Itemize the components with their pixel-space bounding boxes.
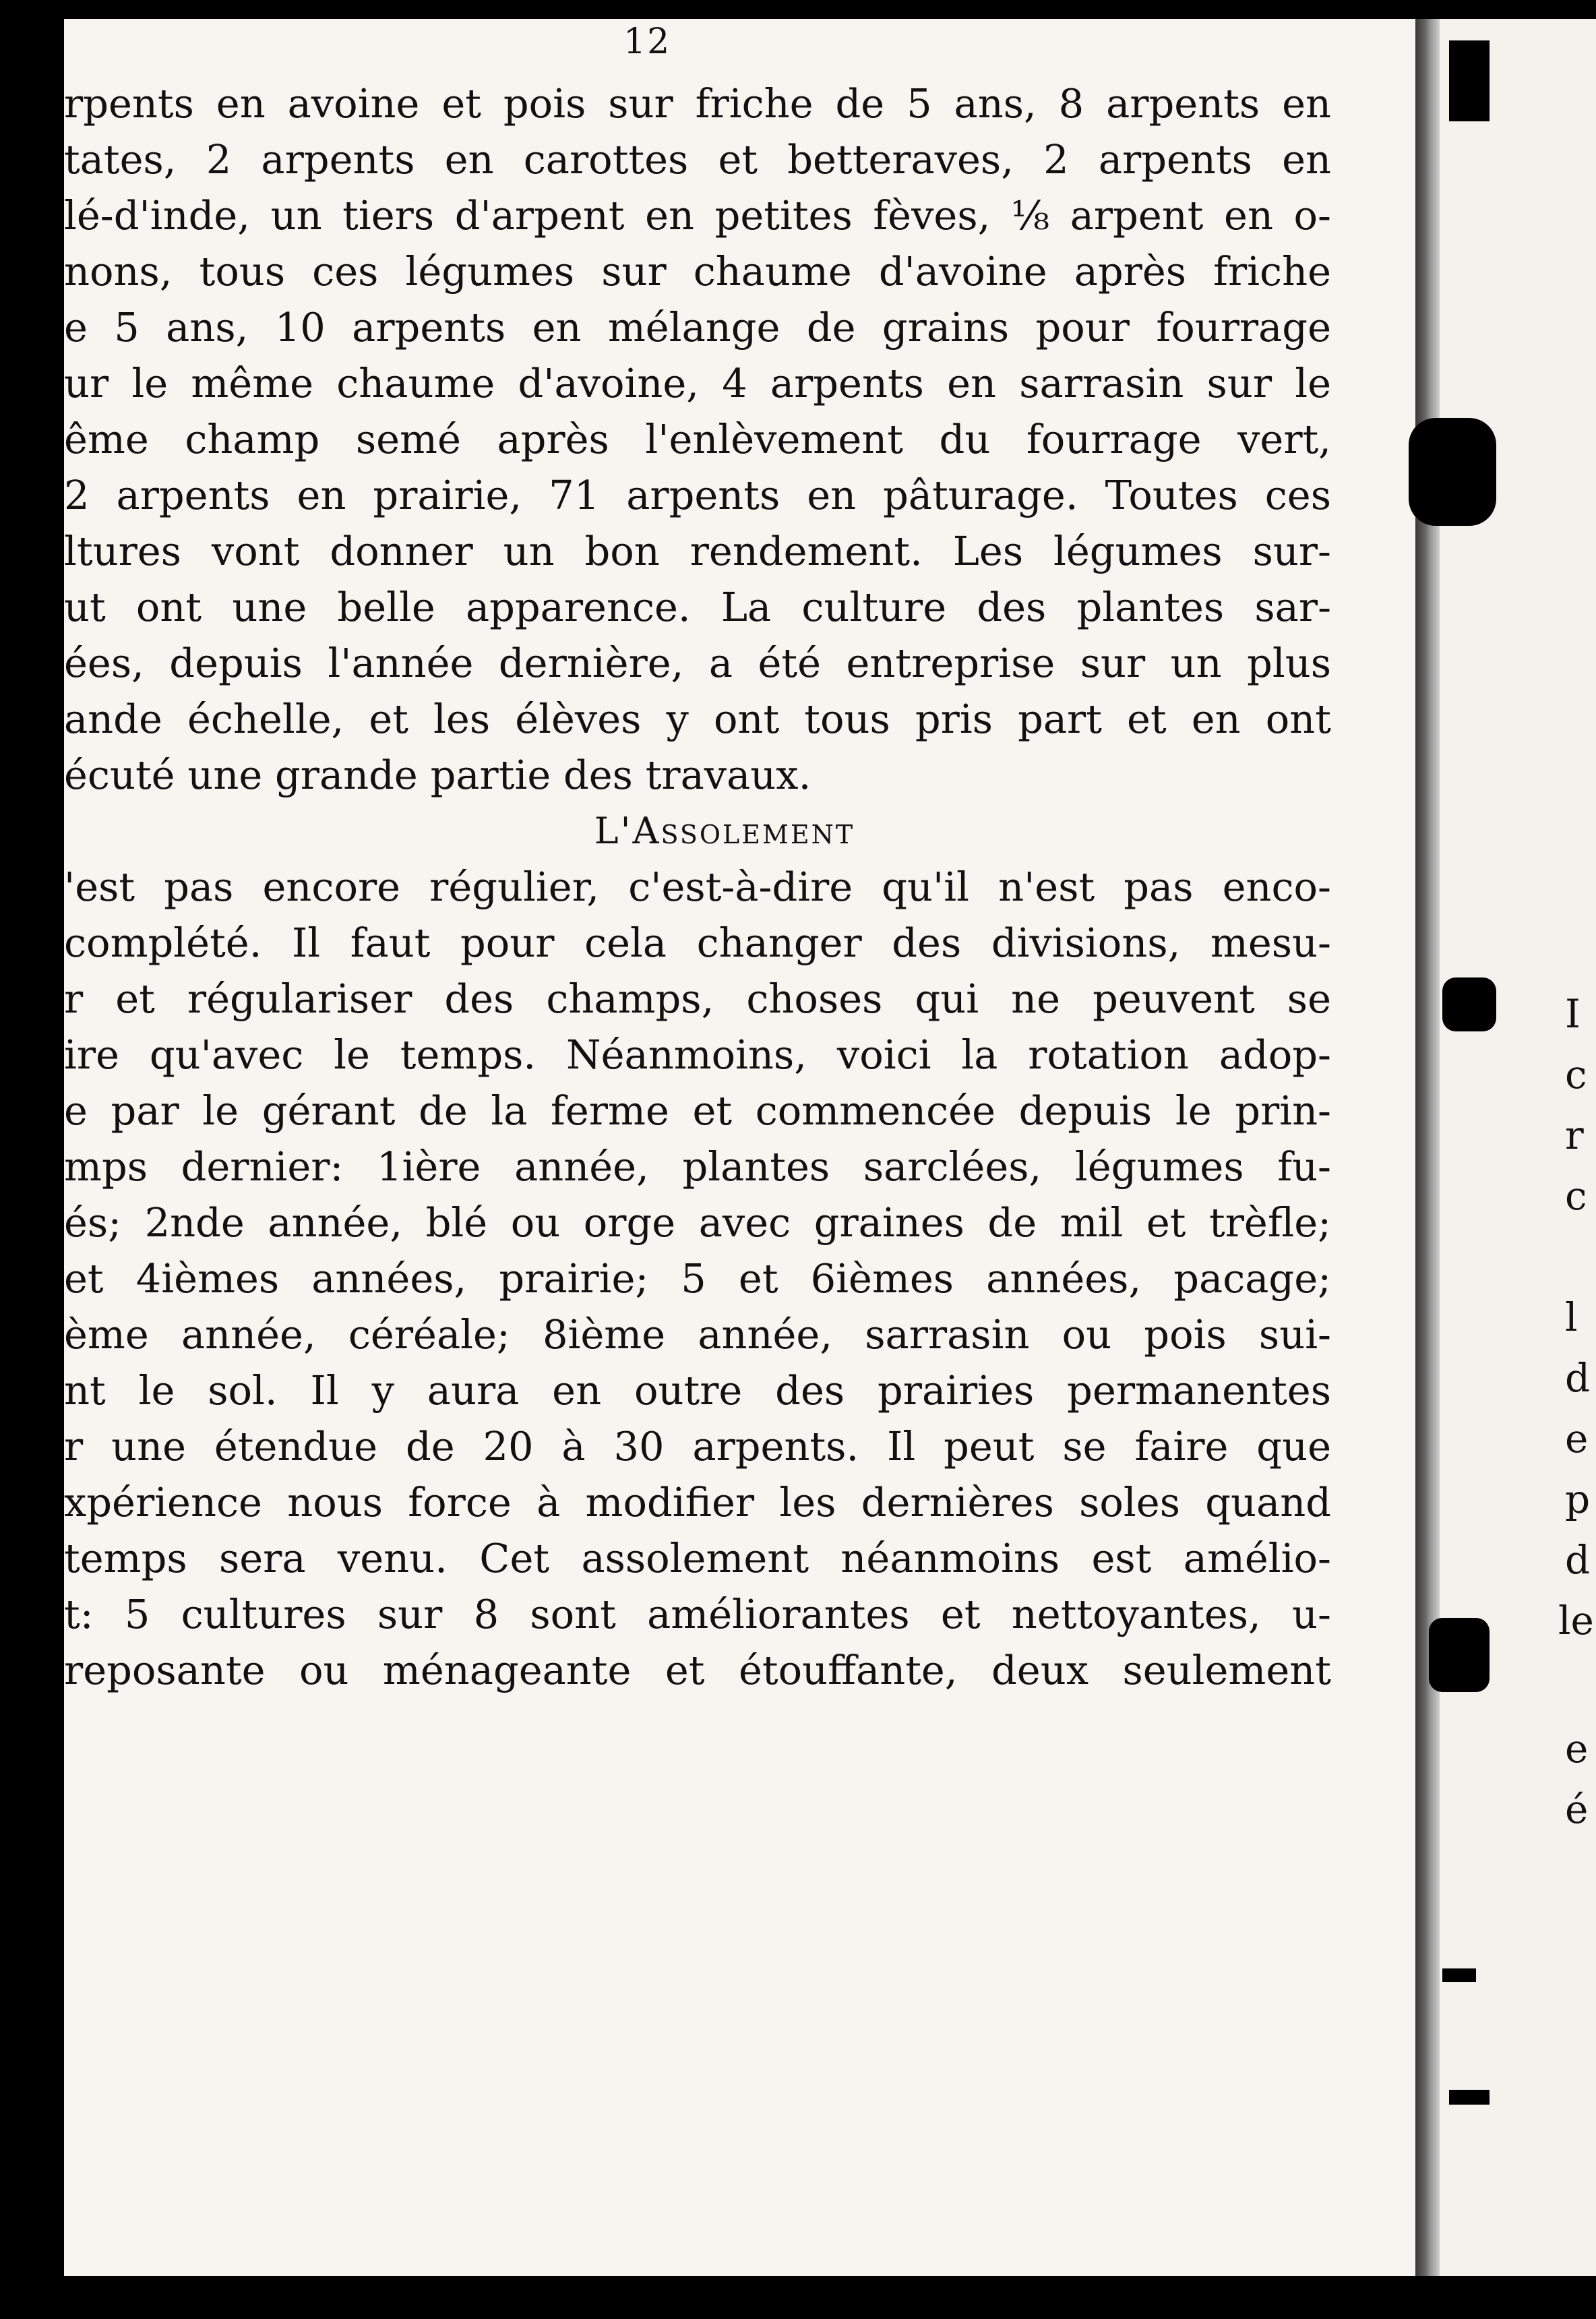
spine-stain <box>1442 1968 1476 1982</box>
text-line: e par le gérant de la ferme et commencée depuis le prin- <box>64 1087 1331 1134</box>
spine-stain <box>1409 418 1496 526</box>
text-line: e 5 ans, 10 arpents en mélange de grains pour fourrage <box>64 304 1331 351</box>
book-gutter <box>1415 19 1440 2276</box>
body-text <box>64 76 1331 1698</box>
text-line: r et régulariser des champs, choses qui ne peuvent se <box>64 975 1331 1022</box>
text-line: écuté une grande partie des travaux. <box>64 752 811 798</box>
spine-stain <box>1449 2090 1490 2105</box>
right-page-glyph: c <box>1565 1052 1587 1097</box>
spine-stain <box>1449 40 1490 121</box>
text-line: xpérience nous force à modifier les dernières soles quand <box>64 1479 1331 1526</box>
right-page-glyph: l <box>1565 1294 1578 1340</box>
text-line: nt le sol. Il y aura en outre des prairies permanentes <box>64 1367 1331 1414</box>
right-page-glyph: é <box>1565 1786 1589 1832</box>
left-page <box>64 19 1428 2276</box>
right-page-glyph: p <box>1565 1476 1591 1522</box>
spine-stain <box>1442 977 1496 1031</box>
text-line: ande échelle, et les élèves y ont tous pris part et en ont <box>64 696 1331 742</box>
text-line: ut ont une belle apparence. La culture des plantes sar- <box>64 584 1331 630</box>
text-line: rpents en avoine et pois sur friche de 5 ans, 8 arpents en <box>64 80 1331 127</box>
right-page-glyph: d <box>1565 1355 1591 1401</box>
right-page-glyph: d <box>1565 1537 1591 1583</box>
text-line: ltures vont donner un bon rendement. Les légumes sur- <box>64 528 1331 574</box>
right-page-glyph: I <box>1565 991 1580 1037</box>
text-line: reposante ou ménageante et étouffante, deux seulement <box>64 1647 1331 1693</box>
text-line: 'est pas encore régulier, c'est-à-dire qu'il n'est pas enco- <box>64 864 1331 910</box>
text-line: ême champ semé après l'enlèvement du fourrage vert, <box>64 416 1331 462</box>
text-line: t: 5 cultures sur 8 sont améliorantes et nettoyantes, u- <box>64 1591 1331 1637</box>
text-line: mps dernier: 1ière année, plantes sarclées, légumes fu- <box>64 1143 1331 1190</box>
text-line: 2 arpents en prairie, 71 arpents en pâturage. Toutes ces <box>64 472 1331 518</box>
paragraph-1 <box>64 76 1331 803</box>
text-line: ème année, céréale; 8ième année, sarrasin ou pois sui- <box>64 1311 1331 1358</box>
scan-border <box>64 2276 1596 2319</box>
text-line: nons, tous ces légumes sur chaume d'avoine après friche <box>64 248 1331 295</box>
text-line: tates, 2 arpents en carottes et betteraves, 2 arpents en <box>64 136 1331 183</box>
paragraph-2 <box>64 859 1331 1698</box>
right-page-glyph: e <box>1565 1416 1589 1462</box>
text-line: complété. Il faut pour cela changer des divisions, mesu- <box>64 920 1331 966</box>
text-line: és; 2nde année, blé ou orge avec graines de mil et trèfle; <box>64 1199 1331 1246</box>
text-line: et 4ièmes années, prairie; 5 et 6ièmes années, pacage; <box>64 1255 1331 1302</box>
text-line: ire qu'avec le temps. Néanmoins, voici la rotation adop- <box>64 1031 1331 1078</box>
right-page-glyph: c <box>1565 1173 1587 1219</box>
right-page-glyph: e <box>1565 1726 1589 1772</box>
text-line: r une étendue de 20 à 30 arpents. Il peut se faire que <box>64 1423 1331 1470</box>
right-page-glyph: r <box>1565 1112 1584 1158</box>
spine-stain <box>1429 1618 1490 1692</box>
text-line: temps sera venu. Cet assolement néanmoins est amélio- <box>64 1535 1331 1582</box>
right-page-glyph: le <box>1558 1598 1594 1644</box>
text-line: lé-d'inde, un tiers d'arpent en petites fèves, ⅛ arpent en o- <box>64 192 1331 239</box>
text-line: ées, depuis l'année dernière, a été entreprise sur un plus <box>64 640 1331 686</box>
section-heading: L'Assolement <box>594 810 855 852</box>
text-line: ur le même chaume d'avoine, 4 arpents en sarrasin sur le <box>64 360 1331 406</box>
page-number: 12 <box>623 22 671 62</box>
